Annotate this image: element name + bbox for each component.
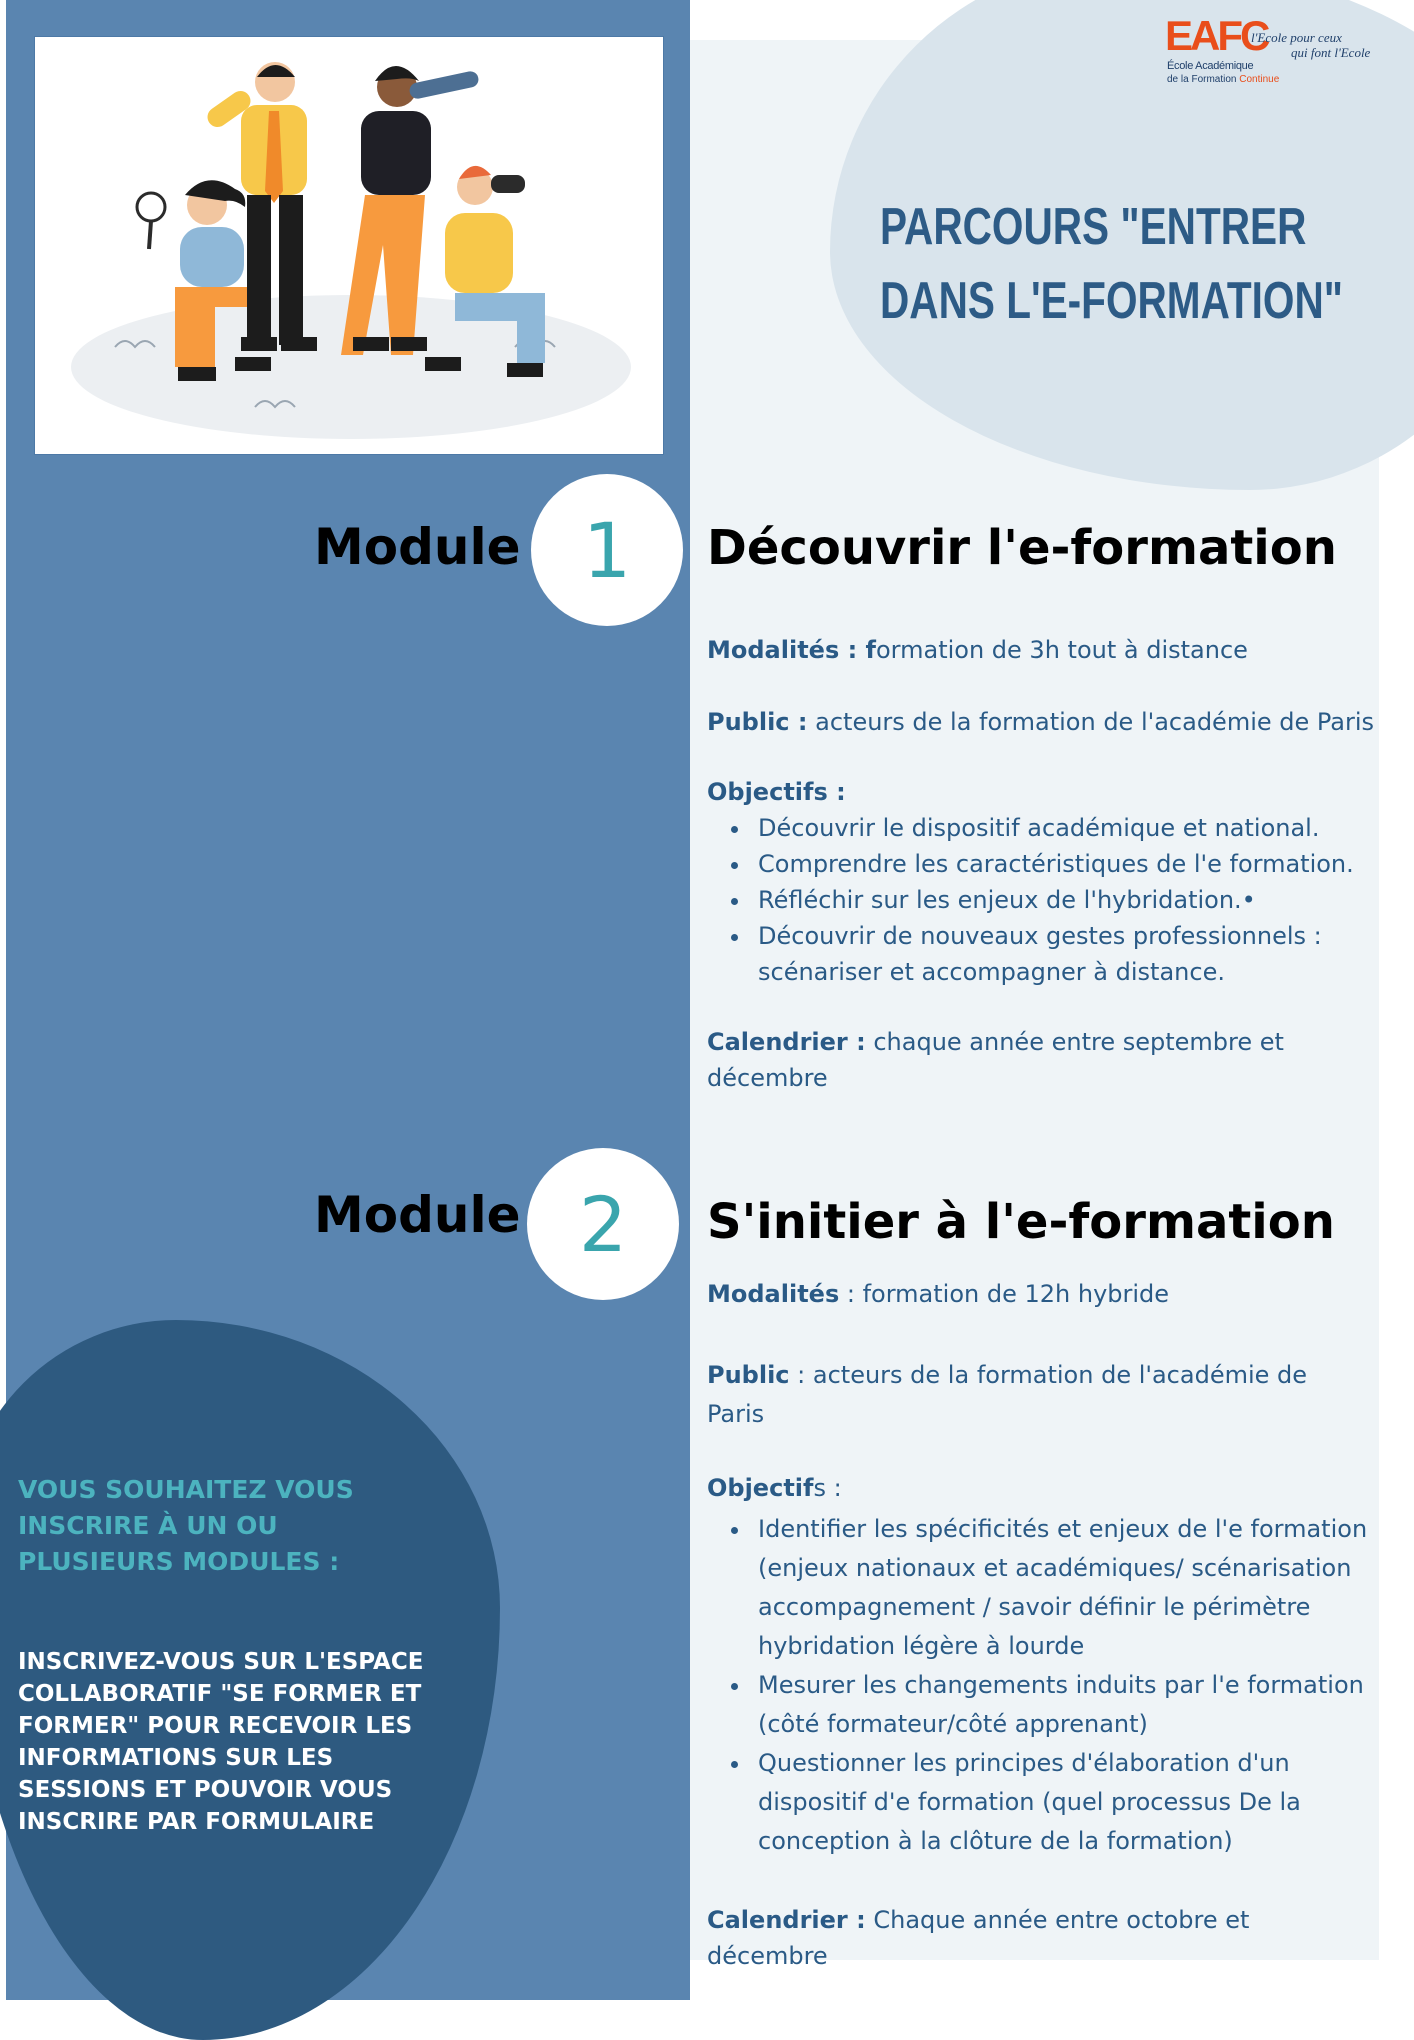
module-2-modalites-value: : formation de 12h hybride (839, 1280, 1170, 1308)
module-2-objectifs-suffix: s : (813, 1474, 842, 1502)
list-item: • Mesurer les changements induits par l'e formation (côté formateur/côté apprenant) (752, 1666, 1392, 1744)
module-2-number-badge: 2 (527, 1148, 679, 1300)
logo-subtitle-line2 (1167, 74, 1279, 85)
logo-subtitle-formation: Formation (1191, 74, 1237, 85)
module-1-modalites-label: Modalités : f (707, 636, 876, 664)
logo-subtitle-continue: Continue (1239, 74, 1280, 85)
illustration-svg (35, 37, 663, 454)
module-1-modalites-value: ormation de 3h tout à distance (875, 636, 1248, 664)
module-2-public-label: Public (707, 1361, 790, 1389)
module-1-objectifs-label: Objectifs : (707, 778, 846, 806)
module-2-public-value: : acteurs de la formation de l'académie de Paris (707, 1361, 1308, 1428)
module-1-public-value: acteurs de la formation de l'académie de Paris (807, 708, 1375, 736)
module-2-calendrier-value: Chaque année entre octobre et décembre (707, 1906, 1250, 1970)
module-1-label: Module (314, 518, 521, 576)
logo-tagline-line1: l'Ecole pour ceux (1251, 30, 1342, 45)
list-item: • Comprendre les caractéristiques de l'e formation. (752, 846, 1372, 882)
module-2-objectifs-list (730, 1510, 1392, 1861)
list-item: • Réfléchir sur les enjeux de l'hybridation.• (752, 882, 1372, 918)
module-2-calendrier (707, 1902, 1347, 1974)
logo-mark: EAFC (1165, 12, 1268, 59)
list-item: • Questionner les principes d'élaboration d'un dispositif d'e formation (quel processus De la conception à la clôture de la formation) (752, 1744, 1392, 1861)
module-2-calendrier-label: Calendrier : (707, 1906, 866, 1934)
module-1-number-badge: 1 (531, 474, 683, 626)
module-2-objectifs-heading (707, 1470, 1377, 1506)
cta-body: INSCRIVEZ-VOUS SUR L'ESPACE COLLABORATIF "SE FORMER ET FORMER" POUR RECEVOIR LES INFORMATIONS SUR LES SESSIONS ET POUVOIR VOUS INSCRIRE PAR FORMULAIRE (18, 1649, 424, 1835)
module-1-calendrier-value: chaque année entre septembre et décembre (707, 1028, 1284, 1092)
module-2-objectifs-label: Objectif (707, 1474, 814, 1502)
logo-tagline (1251, 30, 1391, 60)
module-2-modalites-label: Modalités (707, 1280, 840, 1308)
module-1-modalites (707, 632, 1377, 668)
logo-subtitle-line1: École Académique (1167, 60, 1254, 72)
logo-subtitle-prefix: de la (1167, 74, 1189, 85)
module-1-calendrier (707, 1024, 1327, 1096)
module-2-modalites (707, 1276, 1377, 1312)
people-looking-illustration (34, 36, 664, 455)
module-1-objectifs-list (730, 810, 1372, 990)
module-1-public (707, 704, 1377, 740)
list-item: • Découvrir le dispositif académique et national. (752, 810, 1372, 846)
module-2-label: Module (314, 1186, 521, 1244)
page-title (880, 190, 1343, 338)
eafc-logo (1165, 14, 1390, 94)
module-1-title: Découvrir l'e-formation (707, 520, 1337, 576)
module-1-calendrier-label: Calendrier : (707, 1028, 866, 1056)
list-item: • Découvrir de nouveaux gestes professionnels : scénariser et accompagner à distance. (752, 918, 1372, 990)
logo-tagline-line2: qui font l'Ecole (1291, 45, 1371, 60)
module-2-title: S'initier à l'e-formation (707, 1194, 1335, 1250)
page-title-line2: DANS L'E-FORMATION" (880, 272, 1343, 330)
module-1-public-label: Public : (707, 708, 808, 736)
page-title-line1: PARCOURS "ENTRER (880, 198, 1307, 256)
module-1-objectifs-heading (707, 774, 1377, 810)
cta-heading: VOUS SOUHAITEZ VOUS INSCRIRE À UN OU PLUSIEURS MODULES : (18, 1475, 354, 1576)
list-item: • Identifier les spécificités et enjeux de l'e formation (enjeux nationaux et académiques/ scénarisation accompagnement / savoir définir le périmètre hybridation légère à lourde (752, 1510, 1392, 1666)
module-2-public (707, 1356, 1347, 1434)
